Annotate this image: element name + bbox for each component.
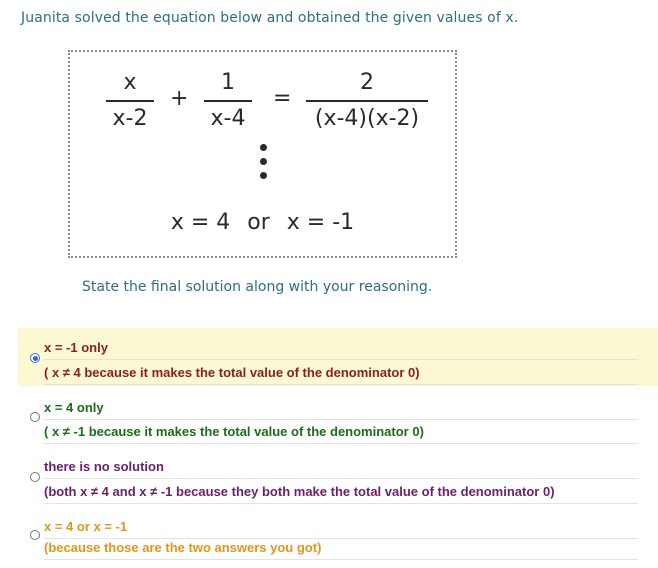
- result-or: or: [247, 210, 270, 235]
- result-right: x = -1: [286, 210, 355, 235]
- obtained-values: [70, 210, 455, 235]
- fraction-denominator: x-2: [112, 105, 148, 131]
- option-answer: x = -1 only: [44, 340, 638, 360]
- option-reason: (because those are the two answers you got): [44, 540, 638, 560]
- fraction-numerator: x: [123, 70, 137, 95]
- fraction-numerator: 2: [360, 70, 374, 95]
- fraction-numerator: 1: [221, 70, 235, 95]
- fraction-denominator: x-4: [210, 105, 246, 131]
- option-reason: (both x ≠ 4 and x ≠ -1 because they both make the total value of the denominator 0): [44, 484, 638, 504]
- option-x-neg1-only[interactable]: [18, 328, 658, 386]
- option-reason: ( x ≠ -1 because it makes the total value of the denominator 0): [44, 424, 638, 444]
- option-no-solution[interactable]: [18, 448, 658, 506]
- fraction-denominator: (x-4)(x-2): [314, 105, 420, 131]
- option-x-4-only[interactable]: [18, 388, 658, 446]
- option-answer: there is no solution: [44, 459, 638, 479]
- option-answer: x = 4 or x = -1: [44, 519, 638, 539]
- option-answer: x = 4 only: [44, 400, 638, 420]
- equation-box: [68, 50, 457, 258]
- radio-button-selected[interactable]: [30, 353, 40, 363]
- question-prompt: Juanita solved the equation below and obtained the given values of x.: [21, 10, 519, 26]
- option-x-4-or-neg1[interactable]: [18, 508, 658, 564]
- plus-sign: +: [170, 86, 189, 111]
- equals-sign: =: [273, 86, 292, 111]
- radio-button[interactable]: [30, 412, 40, 422]
- option-reason: ( x ≠ 4 because it makes the total value of the denominator 0): [44, 365, 638, 385]
- vertical-ellipsis-icon: [260, 144, 268, 186]
- instruction-text: State the final solution along with your reasoning.: [82, 279, 433, 295]
- fraction-x-over-x-minus-2: [106, 70, 154, 132]
- fraction-2-over-product: [306, 70, 428, 132]
- result-left: x = 4: [170, 210, 231, 235]
- radio-button[interactable]: [30, 472, 40, 482]
- radio-button[interactable]: [30, 530, 40, 540]
- fraction-1-over-x-minus-4: [204, 70, 252, 132]
